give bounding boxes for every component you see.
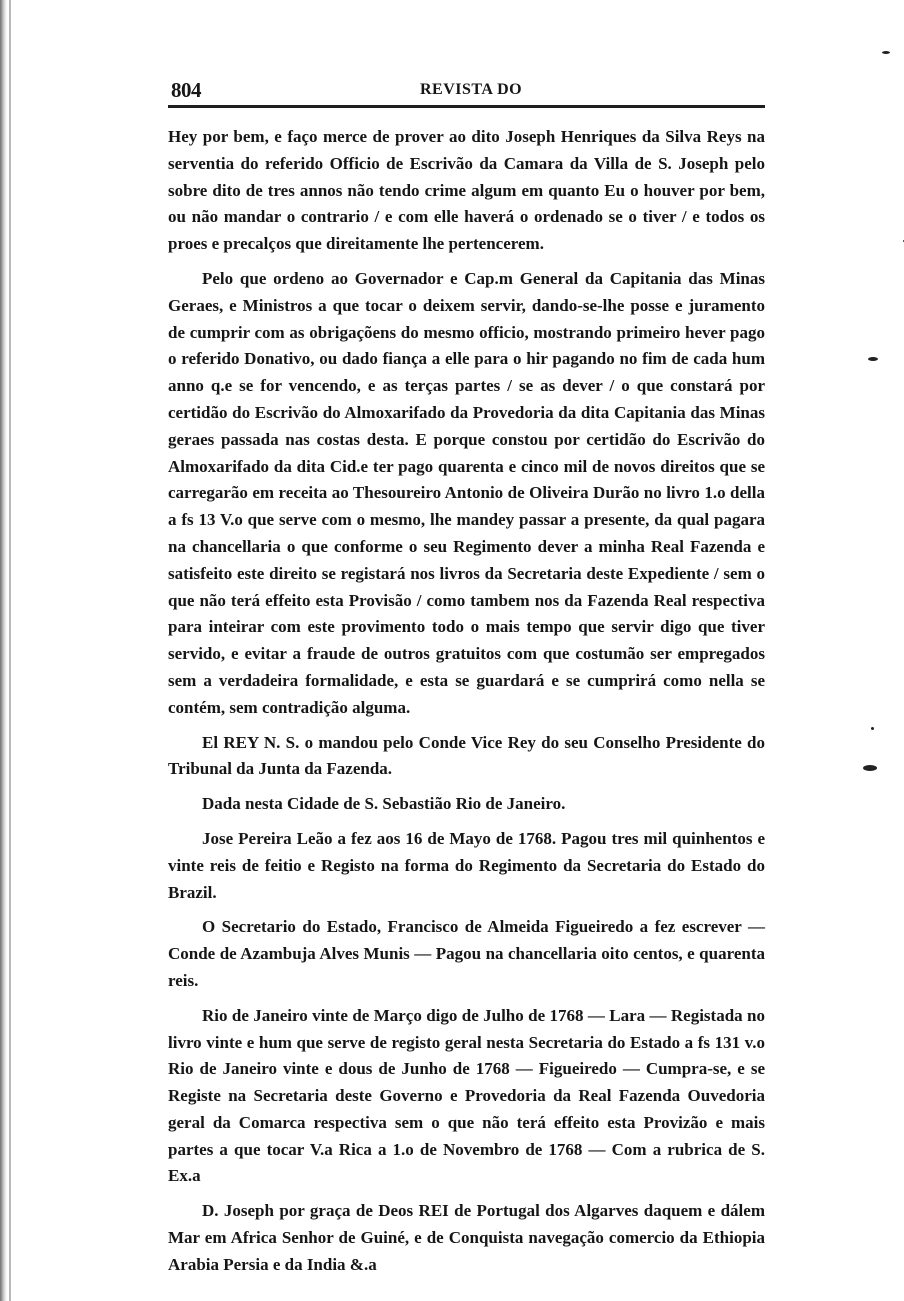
page-binding-edge [0,0,7,1301]
running-title: REVISTA DO [420,81,523,98]
header-rule [168,105,765,108]
body-text [168,124,765,1279]
paragraph-order-to-governor: Pelo que ordeno ao Governador e Cap.m General da Capitania das Minas Geraes, e Ministros a que tocar o deixem servir, dando-se-lhe posse e juramento de cumprir com as obrigaçõens do mesmo officio, mostrando primeiro hever pago o referido Donativo, ou dado fiança a elle para o hir pagando no fim de cada hum anno q.e se for vencendo, e as terças partes / se as dever / o que constará por certidão do Escrivão do Almoxarifado da Provedoria da dita Capitania das Minas geraes passada nas costas desta. E porque constou por certidão do Escrivão do Almoxarifado da dita Cid.e ter pago quarenta e cinco mil de novos direitos que se carregarão em receita ao Thesoureiro Antonio de Oliveira Durão no livro 1.o della a fs 13 V.o que serve com o mesmo, lhe mandey passar a presente, da qual pagara na chancellaria o que conforme o seu Regimento dever a minha Real Fazenda e satisfeito este direito se registará nos livros da Secretaria deste Expediente / sem o que não terá effeito esta Provisão / como tambem nos da Fazenda Real respectiva para inteirar com este provimento todo o mais tempo que servir digo que tiver servido, e evitar a fraude de outros gratuitos com que costumão ser empregados sem a verdadeira formalidade, e esta se guardará e se cumprirá como nella se contém, sem contradição alguma. [168,268,765,717]
page-binding-line [9,0,11,1301]
scan-speck [868,357,878,361]
scan-speck [882,51,890,54]
paragraph-registration: Rio de Janeiro vinte de Março digo de Julho de 1768 — Lara — Registada no livro vinte e hum que serve de registo geral nesta Secretaria do Estado a fs 131 v.o Rio de Janeiro vinte e dous de Junho de 1768 — Figueiredo — Cumpra-se, e se Registe na Secretaria deste Governo e Provedoria da Real Fazenda Ouvedoria geral da Comarca respectiva sem o que não terá effeito esta Provizão e mais partes a que tocar V.a Rica a 1.o de Novembro de 1768 — Com a rubrica de S. Ex.a [168,1005,765,1186]
scan-speck [871,727,874,730]
page-number: 804 [171,78,201,102]
paragraph-place-date: Dada nesta Cidade de S. Sebastião Rio de Janeiro. [202,794,566,814]
paragraph-provision-grant: Hey por bem, e faço merce de prover ao dito Joseph Henriques da Silva Reys na serventia do referido Officio de Escrivão da Camara da Villa de S. Joseph pelo sobre dito de tres annos não tendo crime algum em quanto Eu o houver por bem, ou não mandar o contrario / e com elle haverá o ordenado se o tiver / e todos os proes e precalços que direitamente lhe pertencerem. [168,127,765,254]
paragraph-king-command: El REY N. S. o mandou pelo Conde Vice Rey do seu Conselho Presidente do Tribunal da Junta da Fazenda. [168,732,765,779]
scan-speck [863,765,877,771]
paragraph-royal-title: D. Joseph por graça de Deos REI de Portugal dos Algarves daquem e dálem Mar em Africa Senhor de Guiné, e de Conquista navegação comercio da Ethiopia Arabia Persia e da India &.a [168,1201,765,1274]
paragraph-secretary: O Secretario do Estado, Francisco de Almeida Figueiredo a fez escrever — Conde de Azambuja Alves Munis — Pagou na chancellaria oito centos, e quarenta reis. [168,917,765,990]
paragraph-scribe-fees: Jose Pereira Leão a fez aos 16 de Mayo de 1768. Pagou tres mil quinhentos e vinte reis de feitio e Registo na forma do Regimento da Secretaria do Estado do Brazil. [168,828,765,902]
